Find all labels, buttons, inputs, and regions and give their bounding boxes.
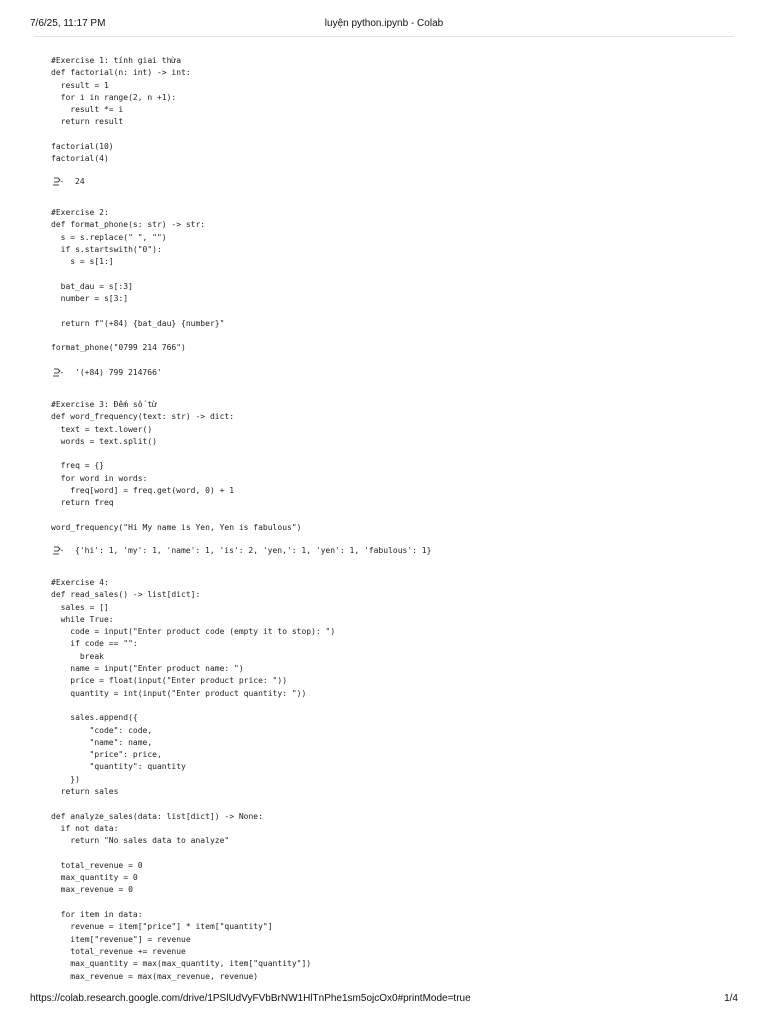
output-toggle-icon[interactable] (51, 175, 65, 189)
document-title: luyện python.ipynb - Colab (324, 18, 444, 29)
code-cell-exercise-4[interactable]: #Exercise 4: def read_sales() -> list[dict]: sales = [] while True: code = input("Enter product code (empty it to stop): ") if code == "": break name = input("Enter product name: ") price = float(input("Enter product price: ")) quantity = int(input("Enter product quantity: ")) sales.append({ "code": code, "name": name, "price": price, "quantity": quantity }) return sales def analyze_sales(data: list[dict]) -> None: if not data: return "No sales data to analyze" total_revenue = 0 max_quantity = 0 max_revenue = 0 for item in data: revenue = item["price"] * item["quantity"] item["revenue"] = revenue total_revenue += revenue max_quantity = max(max_quantity, item["quantity"]) max_revenue = max(max_revenue, revenue) (51, 578, 336, 981)
output-toggle-icon[interactable] (51, 366, 65, 380)
print-datetime: 7/6/25, 11:17 PM (30, 18, 106, 29)
output-toggle-icon[interactable] (51, 544, 65, 558)
print-footer (30, 993, 738, 1007)
code-cell-exercise-3[interactable]: #Exercise 3: Đếm số từ def word_frequency(text: str) -> dict: text = text.lower() words = text.split() freq = {} for word in words: freq[word] = freq.get(word, 0) + 1 return freq word_frequency("Hi My name is Yen, Yen is fabulous") (51, 400, 302, 532)
cell-output-text: {'hi': 1, 'my': 1, 'name': 1, 'is': 2, 'yen,': 1, 'yen': 1, 'fabulous': 1} (75, 546, 432, 555)
header-divider (34, 36, 734, 37)
page-number: 1/4 (724, 993, 738, 1004)
code-cell-exercise-1[interactable]: #Exercise 1: tính giai thừa def factorial(n: int) -> int: result = 1 for i in range(2, n +1): result *= i return result factorial(10) factorial(4) (51, 56, 191, 164)
cell-output-text: '(+84) 799 214766' (75, 368, 162, 377)
page-url: https://colab.research.google.com/drive/1PSlUdVyFVbBrNW1HlTnPhe1sm5ojcOx0#printMode=true (30, 993, 471, 1004)
code-cell-exercise-2[interactable]: #Exercise 2: def format_phone(s: str) -> str: s = s.replace(" ", "") if s.startswith("0"): s = s[1:] bat_dau = s[:3] number = s[3:] return f"(+84) {bat_dau} {number}" format_phone("0799 214 766") (51, 208, 225, 353)
cell-output-text: 24 (75, 177, 85, 186)
print-header (30, 18, 738, 32)
